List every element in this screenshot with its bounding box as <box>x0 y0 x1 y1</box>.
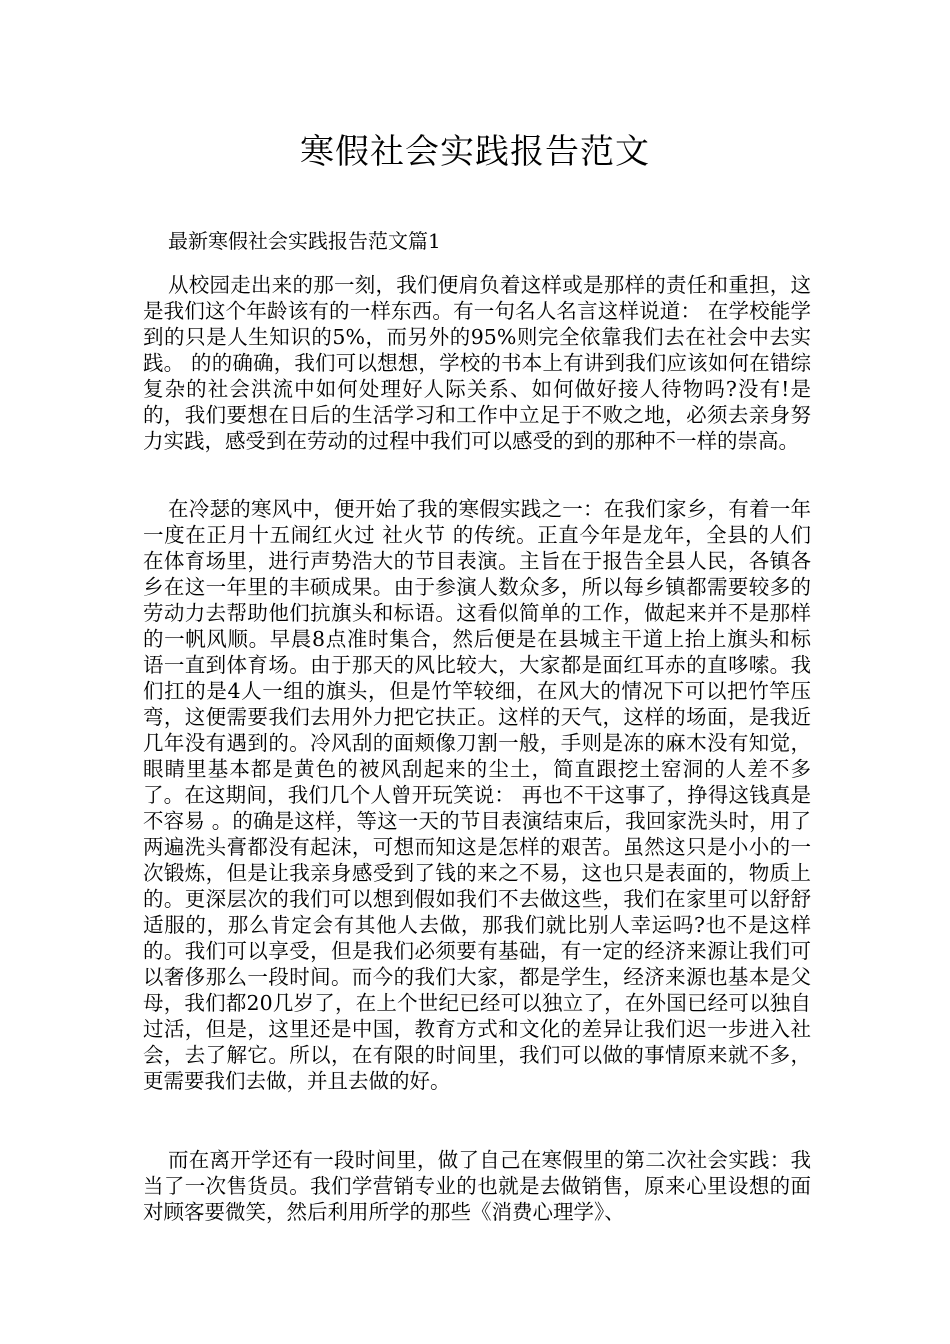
body-paragraph-2: 在冷瑟的寒风中，便开始了我的寒假实践之一：在我们家乡，有着一年一度在正月十五闹红火过 社火节 的传统。正直今年是龙年，全县的人们在体育场里，进行声势浩大的节目表演。主旨在于报告全县人民，各镇各乡在这一年里的丰硕成果。由于参演人数众多，所以每乡镇都需要较多的劳动力去帮助他们抗旗头和标语。这看似简单的工作，做起来并不是那样的一帆风顺。早晨8点准时集合，然后便是在县城主干道上抬上旗头和标语一直到体育场。由于那天的风比较大，大家都是面红耳赤的直哆嗦。我们扛的是4人一组的旗头，但是竹竿较细，在风大的情况下可以把竹竿压弯，这便需要我们去用外力把它扶正。这样的天气，这样的场面，是我近几年没有遇到的。冷风刮的面颊像刀割一般，手则是冻的麻木没有知觉，眼睛里基本都是黄色的被风刮起来的尘土，简直跟挖土窑洞的人差不多了。在这期间，我们几个人曾开玩笑说： 再也不干这事了，挣得这钱真是不容易 。的确是这样，等这一天的节目表演结束后，我回家洗头时，用了两遍洗头膏都没有起沫，可想而知这是怎样的艰苦。虽然这只是小小的一次锻炼，但是让我亲身感受到了钱的来之不易，这也只是表面的，物质上的。更深层次的我们可以想到假如我们不去做这些，我们在家里可以舒舒适服的，那么肯定会有其他人去做，那我们就比别人幸运吗?也不是这样的。我们可以享受，但是我们必须要有基础，有一定的经济来源让我们可以奢侈那么一段时间。而今的我们大家，都是学生，经济来源也基本是父母，我们都20几岁了，在上个世纪已经可以独立了，在外国已经可以独自过活，但是，这里还是中国，教育方式和文化的差异让我们迟一步进入社会，去了解它。所以，在有限的时间里，我们可以做的事情原来就不多，更需要我们去做，并且去做的好。 <box>143 497 811 1093</box>
body-paragraph-1: 从校园走出来的那一刻，我们便肩负着这样或是那样的责任和重担，这是我们这个年龄该有的一样东西。有一句名人名言这样说道： 在学校能学到的只是人生知识的5%，而另外的95%则完全依靠我们去在社会中去实践。 的的确确，我们可以想想，学校的书本上有讲到我们应该如何在错综复杂的社会洪流中如何处理好人际关系、如何做好接人待物吗?没有!是的，我们要想在日后的生活学习和工作中立足于不败之地，必须去亲身努力实践，感受到在劳动的过程中我们可以感受的到的那种不一样的崇高。 <box>143 273 811 453</box>
body-paragraph-3: 而在离开学还有一段时间里，做了自己在寒假里的第二次社会实践：我当了一次售货员。我们学营销专业的也就是去做销售，原来心里设想的面对顾客要微笑，然后利用所学的那些《消费心理学》、 <box>143 1148 811 1224</box>
document-title: 寒假社会实践报告范文 <box>300 132 650 172</box>
section-heading: 最新寒假社会实践报告范文篇1 <box>168 229 441 253</box>
